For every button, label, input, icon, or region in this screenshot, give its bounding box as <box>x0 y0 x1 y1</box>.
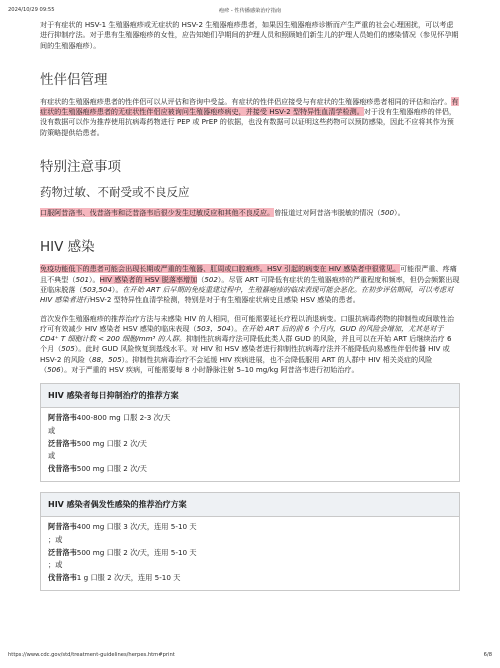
reference-link[interactable]: 88，505 <box>91 354 122 364</box>
reference-link[interactable]: 503,504 <box>82 284 112 294</box>
drug-dose: 500 mg 口服 2 次/天，连用 5-10 天 <box>76 547 197 557</box>
regimen-line <box>48 534 452 547</box>
regimen-list <box>41 517 459 590</box>
reference-link[interactable]: 500 <box>380 208 395 218</box>
hiv-text: ）。此时 GUD 风险恢复到基线水平。对 HIV 和 HSV 感染者进行抑制性抗病毒疗法并不能降低向易感性伴侣传播 HIV 或 HSV-2 的风险（ <box>40 344 450 364</box>
drug-name: 阿昔洛韦 <box>48 522 77 532</box>
hiv-text: HSV-2 型特异性血清学检测，特别是对于有生殖器症状病史且感染 HSV 感染的患者。 <box>90 295 360 305</box>
hiv-italic-text: 在开始 ART 后早期的免疫重建过程中，生殖器疱疹的临床表现可能会恶化。在初步评估期间，可以考虑对 HIV 感染者进行 <box>40 284 454 305</box>
regimen-box-suppressive <box>40 383 460 482</box>
hiv-paragraph-1 <box>40 264 460 305</box>
drug-dose: 500 mg 口服 2 次/天 <box>76 463 147 473</box>
print-footer <box>8 652 492 662</box>
regimen-line <box>48 425 452 438</box>
drug-name: 泛昔洛韦 <box>48 438 77 448</box>
regimen-line <box>48 450 452 463</box>
drug-dose: 400 mg 口服 3 次/天，连用 5-10 天 <box>76 522 197 532</box>
drug-dose: 400-800 mg 口服 2-3 次/天 <box>76 413 171 423</box>
hiv-text: ）。对于严重的 HSV 疾病，可能需要每 8 小时静脉注射 5–10 mg/kg 阿昔洛韦进行初始治疗。 <box>60 365 359 375</box>
reference-link[interactable]: 502 <box>204 274 218 284</box>
allergy-highlight: 口服阿昔洛韦、伐昔洛韦和泛昔洛韦后很少发生过敏反应和其他不良反应。 <box>40 208 275 218</box>
regimen-line <box>48 521 452 534</box>
intro-paragraph: 对于有症状的 HSV-1 生殖器疱疹或无症状的 HSV-2 生殖器疱疹患者，如果因生殖器疱疹诊断而产生严重的社会心理困扰，可以考虑进行抑制疗法。对于患有生殖器疱疹的女性，应告知她们孕期间的护理人员和照顾她们新生儿的护理人员她们的感染情况（参见怀孕期间的生殖器疱疹）。 <box>40 20 459 50</box>
reference-link[interactable]: 505 <box>61 344 75 354</box>
regimen-box-title: HIV 感染者偶发性感染的推荐治疗方案 <box>41 493 459 517</box>
regimen-line <box>48 412 452 425</box>
regimen-line <box>48 463 452 476</box>
regimen-box-title: HIV 感染者每日抑制治疗的推荐方案 <box>41 384 459 408</box>
document-body <box>40 20 460 601</box>
drug-name: 伐昔洛韦 <box>48 463 77 473</box>
partner-text: 有症状的生殖器疱疹患者的性伴侣可以从评估和咨询中受益。有症状的性伴侣应接受与有症状的生殖器疱疹患者相同的评估和治疗。 <box>40 96 452 106</box>
partner-highlight: 有症状的生殖器疱疹患者的无症状性伴侣应被询问生殖器疱疹病史，并接受 HSV-2 型特异性血清学检测。 <box>40 96 459 117</box>
drug-dose: ；或 <box>48 534 63 544</box>
subsection-heading-allergy: 药物过敏、不耐受或不良反应 <box>40 185 190 200</box>
print-page-title: 疱疹 - 性传播感染治疗指南 <box>218 8 282 14</box>
allergy-paragraph <box>40 208 460 218</box>
print-date: 2024/10/29 09:55 <box>8 7 55 13</box>
drug-dose: ；或 <box>48 560 63 570</box>
hiv-italic-text: 在开始 ART 后的前 6 个月内，GUD 的风险会增加，尤其是对于 CD4⁺ T 细胞计数 < 200 细胞/mm³ 的人群。 <box>40 323 444 344</box>
hiv-text: 抑制性抗病毒疗法可降低此类人群 GUD 的风险，并且可以在开始 ART 后继续治疗 6 个月（ <box>40 334 452 354</box>
hiv-highlight-1: 免疫功能低下的患者可能会出现长期或严重的生殖器、肛周或口腔疱疹。HSV 引起的病变在 HIV 感染者中很常见。 <box>40 264 401 274</box>
partner-paragraph <box>40 97 460 138</box>
allergy-text-end: ）。 <box>394 208 405 218</box>
hiv-text: ）。抑制性抗病毒治疗不会延缓 HIV 疾病进展，也不会降低服用 ART 的人群中 HIV 相关炎症的风险（ <box>40 354 433 375</box>
reference-link[interactable]: 501 <box>75 274 90 284</box>
drug-dose: 或 <box>48 451 56 461</box>
drug-name: 伐昔洛韦 <box>48 572 77 582</box>
hiv-text: （ <box>197 274 205 284</box>
hiv-text: ）。 <box>111 284 123 294</box>
drug-dose: 或 <box>48 425 56 435</box>
regimen-list <box>41 408 459 481</box>
hiv-text: 首次发作生殖器疱疹的推荐治疗方法与未感染 HIV 的人相同，但可能需要延长疗程以消退病变。口服抗病毒药物的抑制性或间歇性治疗可有效减少 HIV 感染者 HSV 感染的临床表现（ <box>40 313 455 333</box>
page-number: 6/8 <box>483 652 492 658</box>
drug-dose: 500 mg 口服 2 次/天 <box>76 438 147 448</box>
regimen-box-episodic <box>40 492 460 591</box>
reference-link[interactable]: 503，504 <box>196 323 231 333</box>
drug-name: 阿昔洛韦 <box>48 413 77 423</box>
regimen-line <box>48 547 452 560</box>
section-heading-special: 特别注意事项 <box>40 159 121 176</box>
partner-text-tail: 对于没有生殖器疱疹的伴侣，没有数据可以作为推荐使用抗病毒药物进行 PEP 或 PrEP 的依据，也没有数据可以证明这些药物可以预防感染，因此不应将其作为预防策略提供给患者。 <box>40 107 457 137</box>
drug-name: 泛昔洛韦 <box>48 547 77 557</box>
hiv-text: ）。 <box>230 323 242 333</box>
hiv-paragraph-2 <box>40 314 460 376</box>
drug-dose: 1 g 口服 2 次/天，连用 5-10 天 <box>76 572 181 582</box>
hiv-text: 可能很严重、疼痛且不典型（ <box>40 264 457 284</box>
section-heading-hiv: HIV 感染 <box>40 239 95 256</box>
print-url: https://www.cdc.gov/std/treatment-guidelines/herpes.htm#print <box>8 652 175 658</box>
section-heading-partner: 性伴侣管理 <box>40 71 108 88</box>
print-header <box>8 7 492 17</box>
reference-link[interactable]: 506 <box>47 365 61 375</box>
regimen-line <box>48 438 452 451</box>
hiv-text: ）。尽管 ART 可降低有症状的生殖器疱疹的严重程度和频率，但仍会频繁出现亚临床脱落（ <box>40 274 460 294</box>
regimen-line <box>48 572 452 585</box>
hiv-text: ）。 <box>89 274 100 284</box>
hiv-highlight-2: HIV 感染者的 HSV 脱落率增加 <box>99 274 198 284</box>
regimen-line <box>48 559 452 572</box>
allergy-text: 曾报道过对阿昔洛韦脱敏的情况（ <box>274 208 381 218</box>
